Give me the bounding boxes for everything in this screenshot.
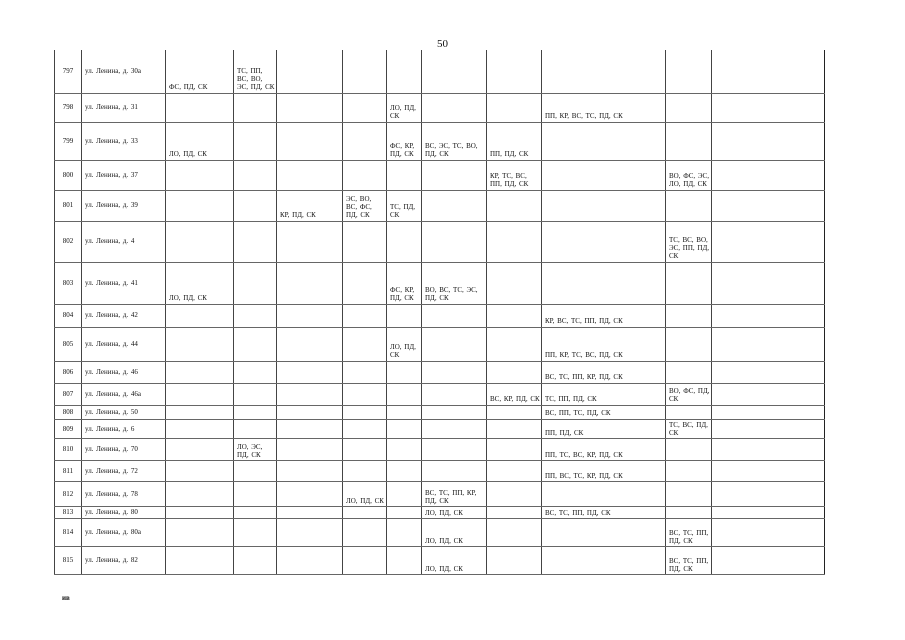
work-codes-cell (487, 518, 542, 546)
work-codes-cell (712, 383, 825, 405)
work-codes-cell (234, 221, 277, 262)
work-codes-cell (234, 262, 277, 304)
work-codes-cell (422, 361, 487, 383)
address-cell: ул. Ленина, д. 4 (82, 221, 166, 262)
work-codes-cell: КР, ТС, ВС, ПП, ПД, СК (487, 160, 542, 190)
work-codes-cell (343, 460, 387, 481)
work-codes-cell (343, 93, 387, 122)
work-codes-cell (712, 93, 825, 122)
work-codes-cell (343, 361, 387, 383)
table-row (55, 438, 825, 460)
address-cell: ул. Ленина, д. 41 (82, 262, 166, 304)
work-codes-cell: ВС, ЭС, ТС, ВО, ПД, СК (422, 122, 487, 160)
work-codes-cell (542, 160, 666, 190)
work-codes-cell: ФС, КР, ПД, СК (387, 122, 422, 160)
work-codes-cell: ЛО, ПД, СК (387, 327, 422, 361)
work-codes-cell (666, 460, 712, 481)
work-codes-cell (666, 93, 712, 122)
work-codes-cell (387, 221, 422, 262)
work-codes-cell: ЛО, ПД, СК (166, 122, 234, 160)
work-codes-cell (166, 481, 234, 506)
work-codes-cell (234, 518, 277, 546)
work-codes-cell (166, 438, 234, 460)
row-number: 797 (55, 50, 82, 93)
work-codes-cell: ВС, ТС, ПП, ПД, СК (542, 506, 666, 518)
table-row (55, 546, 825, 574)
work-codes-cell: ЛО, ПД, СК (343, 481, 387, 506)
work-codes-cell (234, 327, 277, 361)
table-row (55, 481, 825, 506)
work-codes-cell (387, 383, 422, 405)
address-cell: ул. Ленина, д. 30а (82, 50, 166, 93)
work-codes-cell (234, 506, 277, 518)
work-codes-cell: ЛО, ПД, СК (387, 93, 422, 122)
row-number: 811 (55, 460, 82, 481)
work-codes-cell: ВС, ТС, ПП, КР, ПД, СК (422, 481, 487, 506)
work-codes-cell: ТС, ПП, ВС, ВО, ЭС, ПД, СК (234, 50, 277, 93)
address-cell: ул. Ленина, д. 6 (82, 419, 166, 438)
work-codes-cell (234, 190, 277, 221)
address-work-table (54, 50, 825, 575)
work-codes-cell (277, 93, 343, 122)
work-codes-cell (487, 481, 542, 506)
work-codes-cell (277, 506, 343, 518)
work-codes-cell (343, 438, 387, 460)
work-codes-cell (712, 546, 825, 574)
address-cell: ул. Ленина, д. 39 (82, 190, 166, 221)
work-codes-cell (542, 481, 666, 506)
work-codes-cell: ФС, КР, ПД, СК (387, 262, 422, 304)
work-codes-cell: КР, ПД, СК (277, 190, 343, 221)
work-codes-cell (387, 419, 422, 438)
row-number: 803 (55, 262, 82, 304)
work-codes-cell (343, 419, 387, 438)
work-codes-cell (712, 190, 825, 221)
work-codes-cell: ВС, ТС, ПП, КР, ПД, СК (542, 361, 666, 383)
work-codes-cell (277, 383, 343, 405)
row-number: 814 (55, 518, 82, 546)
work-codes-cell (542, 221, 666, 262)
work-codes-cell (343, 327, 387, 361)
work-codes-cell (666, 50, 712, 93)
work-codes-cell (487, 438, 542, 460)
work-codes-cell (712, 50, 825, 93)
row-number: 815 (55, 546, 82, 574)
work-codes-cell (343, 221, 387, 262)
work-codes-cell (712, 460, 825, 481)
table-row (55, 221, 825, 262)
work-codes-cell (277, 481, 343, 506)
row-number: 802 (55, 221, 82, 262)
work-codes-cell: ПП, КР, ТС, ВС, ПД, СК (542, 327, 666, 361)
work-codes-cell (234, 419, 277, 438)
work-codes-cell (487, 460, 542, 481)
table-row (55, 419, 825, 438)
table-row (55, 405, 825, 419)
work-codes-cell (542, 122, 666, 160)
work-codes-cell: ТС, ВС, ПД, СК (666, 419, 712, 438)
work-codes-cell: ПП, КР, ВС, ТС, ПД, СК (542, 93, 666, 122)
work-codes-cell: ВО, ВС, ТС, ЭС, ПД, СК (422, 262, 487, 304)
work-codes-cell (712, 518, 825, 546)
work-codes-cell (712, 160, 825, 190)
table-row (55, 460, 825, 481)
table-row (55, 190, 825, 221)
row-number: 804 (55, 304, 82, 327)
row-number: 805 (55, 327, 82, 361)
work-codes-cell (343, 383, 387, 405)
work-codes-cell (166, 518, 234, 546)
work-codes-cell (712, 481, 825, 506)
work-codes-cell (422, 438, 487, 460)
address-cell: ул. Ленина, д. 70 (82, 438, 166, 460)
work-codes-cell (542, 262, 666, 304)
work-codes-cell (277, 262, 343, 304)
work-codes-cell (666, 361, 712, 383)
work-codes-cell (234, 383, 277, 405)
work-codes-cell (234, 160, 277, 190)
work-codes-cell (343, 50, 387, 93)
address-cell: ул. Ленина, д. 82 (82, 546, 166, 574)
work-codes-cell (666, 506, 712, 518)
work-codes-cell: ТС, ПД, СК (387, 190, 422, 221)
work-codes-cell (166, 190, 234, 221)
table-row (55, 93, 825, 122)
work-codes-cell (234, 460, 277, 481)
work-codes-cell (422, 327, 487, 361)
work-codes-cell (542, 190, 666, 221)
work-codes-cell (166, 160, 234, 190)
work-codes-cell (666, 262, 712, 304)
work-codes-cell (487, 327, 542, 361)
work-codes-cell (277, 361, 343, 383)
row-number: 807 (55, 383, 82, 405)
work-codes-cell (343, 262, 387, 304)
work-codes-cell (387, 160, 422, 190)
work-codes-cell: ЭС, ВО, ВС, ФС, ПД, СК (343, 190, 387, 221)
work-codes-cell (422, 304, 487, 327)
work-codes-cell: ЛО, ПД, СК (422, 506, 487, 518)
work-codes-cell (277, 160, 343, 190)
work-codes-cell (343, 506, 387, 518)
work-codes-cell (387, 50, 422, 93)
row-number: 812 (55, 481, 82, 506)
row-number: 808 (55, 405, 82, 419)
row-number: 806 (55, 361, 82, 383)
work-codes-cell (166, 383, 234, 405)
work-codes-cell (712, 221, 825, 262)
work-codes-cell (166, 361, 234, 383)
work-codes-cell (422, 405, 487, 419)
work-codes-cell: ВС, ТС, ПП, ПД, СК (666, 546, 712, 574)
work-codes-cell (712, 327, 825, 361)
work-codes-cell (422, 160, 487, 190)
work-codes-cell: ЛО, ПД, СК (166, 262, 234, 304)
work-codes-cell: ВС, ТС, ПП, ПД, СК (666, 518, 712, 546)
work-codes-cell (712, 419, 825, 438)
work-codes-cell (487, 546, 542, 574)
work-codes-cell (487, 262, 542, 304)
work-codes-cell (234, 481, 277, 506)
work-codes-cell (422, 221, 487, 262)
address-cell: ул. Ленина, д. 37 (82, 160, 166, 190)
work-codes-cell: ЛО, ПД, СК (422, 518, 487, 546)
work-codes-cell (487, 419, 542, 438)
work-codes-cell: ТС, ВС, ВО, ЭС, ПП, ПД, СК (666, 221, 712, 262)
work-codes-cell (343, 160, 387, 190)
work-codes-cell (343, 405, 387, 419)
address-cell: ул. Ленина, д. 46 (82, 361, 166, 383)
work-codes-cell: ФС, ПД, СК (166, 50, 234, 93)
table-row (55, 327, 825, 361)
work-codes-cell: ЛО, ЭС, ПД, СК (234, 438, 277, 460)
address-cell: ул. Ленина, д. 44 (82, 327, 166, 361)
page-number: 50 (437, 38, 448, 50)
address-cell: ул. Ленина, д. 31 (82, 93, 166, 122)
table-row (55, 518, 825, 546)
work-codes-cell (166, 546, 234, 574)
row-number: 799 (55, 122, 82, 160)
work-codes-cell (487, 93, 542, 122)
work-codes-cell (343, 546, 387, 574)
work-codes-cell (487, 506, 542, 518)
work-codes-cell (166, 506, 234, 518)
work-codes-cell (422, 460, 487, 481)
work-codes-cell (166, 93, 234, 122)
address-cell: ул. Ленина, д. 33 (82, 122, 166, 160)
work-codes-cell (712, 405, 825, 419)
address-cell: ул. Ленина, д. 80 (82, 506, 166, 518)
work-codes-cell (387, 546, 422, 574)
address-cell: ул. Ленина, д. 78 (82, 481, 166, 506)
work-codes-cell (712, 506, 825, 518)
address-cell: ул. Ленина, д. 72 (82, 460, 166, 481)
row-number: 810 (55, 438, 82, 460)
work-codes-cell: ВС, ПП, ТС, ПД, СК (542, 405, 666, 419)
work-codes-cell: ЛО, ПД, СК (422, 546, 487, 574)
table-row (55, 383, 825, 405)
table-row (55, 50, 825, 93)
table-row (55, 506, 825, 518)
work-codes-cell (277, 438, 343, 460)
table-row (55, 361, 825, 383)
work-codes-cell (277, 304, 343, 327)
work-codes-cell (166, 419, 234, 438)
work-codes-cell: ПП, ТС, ВС, КР, ПД, СК (542, 438, 666, 460)
work-codes-cell: ВО, ФС, ПД, СК (666, 383, 712, 405)
work-codes-cell (422, 383, 487, 405)
work-codes-cell (542, 518, 666, 546)
row-number: 800 (55, 160, 82, 190)
work-codes-cell (666, 327, 712, 361)
work-codes-cell (166, 221, 234, 262)
row-number: 809 (55, 419, 82, 438)
work-codes-cell (387, 481, 422, 506)
work-codes-cell (712, 438, 825, 460)
work-codes-cell (387, 361, 422, 383)
work-codes-cell (542, 50, 666, 93)
table-row (55, 262, 825, 304)
address-cell: ул. Ленина, д. 50 (82, 405, 166, 419)
footer-mark: ив (62, 594, 70, 602)
work-codes-cell (487, 361, 542, 383)
work-codes-cell (387, 405, 422, 419)
work-codes-cell (277, 419, 343, 438)
work-codes-cell (422, 190, 487, 221)
work-codes-cell (234, 405, 277, 419)
work-codes-cell (712, 361, 825, 383)
work-codes-cell (166, 327, 234, 361)
work-codes-cell (277, 546, 343, 574)
work-codes-cell (387, 518, 422, 546)
work-codes-cell (387, 460, 422, 481)
work-codes-cell (166, 460, 234, 481)
work-codes-cell (387, 506, 422, 518)
work-codes-cell (343, 304, 387, 327)
work-codes-cell (422, 50, 487, 93)
work-codes-cell: ПП, ПД, СК (487, 122, 542, 160)
work-codes-cell (166, 405, 234, 419)
work-codes-cell (487, 405, 542, 419)
work-codes-cell (712, 122, 825, 160)
work-codes-cell (666, 304, 712, 327)
work-codes-cell (487, 221, 542, 262)
work-codes-cell (343, 122, 387, 160)
work-codes-cell: ВС, КР, ПД, СК (487, 383, 542, 405)
work-codes-cell (712, 262, 825, 304)
work-codes-cell (343, 518, 387, 546)
address-cell: ул. Ленина, д. 80а (82, 518, 166, 546)
work-codes-cell (487, 50, 542, 93)
work-codes-cell (277, 327, 343, 361)
table-row (55, 304, 825, 327)
work-codes-cell: ПП, ПД, СК (542, 419, 666, 438)
work-codes-cell (666, 438, 712, 460)
work-codes-cell (234, 546, 277, 574)
work-codes-cell (666, 405, 712, 419)
address-cell: ул. Ленина, д. 46а (82, 383, 166, 405)
work-codes-cell: ПП, ВС, ТС, КР, ПД, СК (542, 460, 666, 481)
table-row (55, 160, 825, 190)
work-codes-cell (277, 50, 343, 93)
work-codes-cell (387, 304, 422, 327)
work-codes-cell (487, 304, 542, 327)
row-number: 813 (55, 506, 82, 518)
work-codes-cell (666, 481, 712, 506)
work-codes-cell (422, 93, 487, 122)
work-codes-cell (712, 304, 825, 327)
work-codes-cell (277, 122, 343, 160)
work-codes-cell (277, 460, 343, 481)
work-codes-cell (542, 546, 666, 574)
row-number: 798 (55, 93, 82, 122)
work-codes-cell (666, 122, 712, 160)
address-cell: ул. Ленина, д. 42 (82, 304, 166, 327)
work-codes-cell (277, 518, 343, 546)
row-number: 801 (55, 190, 82, 221)
work-codes-cell (234, 304, 277, 327)
work-codes-cell: ВО, ФС, ЭС, ЛО, ПД, СК (666, 160, 712, 190)
work-codes-cell (666, 190, 712, 221)
table-row (55, 122, 825, 160)
work-codes-cell (277, 221, 343, 262)
work-codes-cell (234, 93, 277, 122)
work-codes-cell (166, 304, 234, 327)
work-codes-cell (234, 122, 277, 160)
work-codes-cell (387, 438, 422, 460)
work-codes-cell (277, 405, 343, 419)
work-codes-cell (422, 419, 487, 438)
work-codes-cell (234, 361, 277, 383)
work-codes-cell (487, 190, 542, 221)
work-codes-cell: ТС, ПП, ПД, СК (542, 383, 666, 405)
work-codes-cell: КР, ВС, ТС, ПП, ПД, СК (542, 304, 666, 327)
